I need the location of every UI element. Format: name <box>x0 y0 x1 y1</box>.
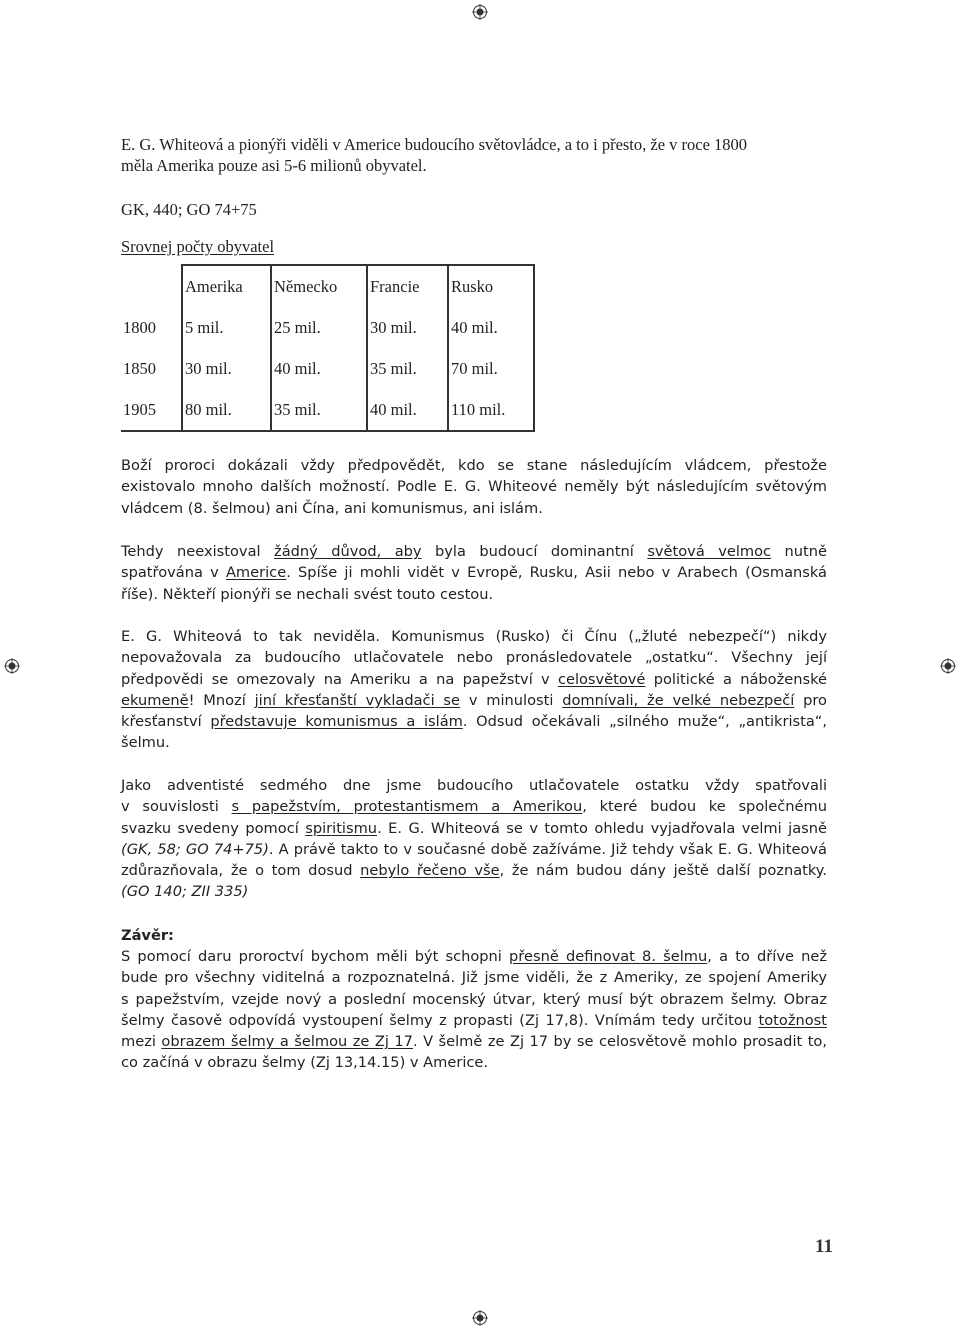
registration-mark-icon <box>472 4 488 20</box>
table-row <box>121 389 534 431</box>
table-header-cell: Rusko <box>448 265 534 307</box>
text-span: . E. G. Whiteová se v tomto ohledu vyjadřovala velmi jasně <box>377 819 827 837</box>
underlined-text: domnívali, že velké nebezpečí <box>562 691 795 709</box>
text-span: křesťanství <box>121 713 211 731</box>
text-span: předpovědi se omezovaly na Ameriku a na papežství v <box>121 670 558 688</box>
reference-gk: GK, 440; GO 74+75 <box>121 200 257 219</box>
text-span: politické a náboženské <box>645 670 827 688</box>
table-cell: 35 mil. <box>271 389 367 431</box>
table-cell: 40 mil. <box>448 307 534 348</box>
paragraph-line: Jako adventisté sedmého dne jsme budoucího utlačovatele ostatku vždy spatřovali <box>121 777 827 794</box>
underlined-text: přesně definovat 8. šelmu <box>509 948 708 965</box>
paragraph-no-reason <box>121 541 827 605</box>
paragraph-line <box>121 818 827 839</box>
underlined-text: žádný důvod, aby <box>274 543 422 560</box>
conclusion-heading: Závěr: <box>121 927 174 944</box>
table-cell: 70 mil. <box>448 348 534 389</box>
text-span: . Spíše ji mohli vidět v Evropě, Rusku, Asii nebo v Arabech (Osmanská <box>286 564 828 582</box>
text-span: nutně <box>771 543 827 560</box>
paragraph-line <box>121 562 827 583</box>
table-cell: 40 mil. <box>271 348 367 389</box>
paragraph-line: šelmu. <box>121 734 170 752</box>
registration-mark-icon <box>472 1310 488 1326</box>
text-span: mezi <box>121 1033 162 1051</box>
table-cell: 1800 <box>123 317 156 337</box>
text-span: , a to dříve než <box>707 948 828 965</box>
text-span: zdůrazňovala, že o tom dosud <box>121 862 361 880</box>
paragraph-line <box>121 711 827 732</box>
underlined-text: s papežstvím, protestantismem a Amerikou <box>231 798 583 816</box>
registration-mark-icon <box>4 658 20 674</box>
table-cell: 25 mil. <box>271 307 367 348</box>
underlined-text: ekumeně <box>121 691 189 709</box>
table-cell: 30 mil. <box>182 348 271 389</box>
population-table <box>121 264 535 432</box>
paragraph-line: E. G. Whiteová to tak neviděla. Komunismus (Rusko) či Čínu („žluté nebezpečí“) nikdy <box>121 628 827 645</box>
table-cell: 110 mil. <box>448 389 534 431</box>
paragraph-line: existovalo mnoho dalších možností. Podle E. G. Whiteové neměly být následujícím světovým <box>121 478 827 496</box>
underlined-text: nebylo řečeno vše <box>360 862 500 880</box>
paragraph-prophets <box>121 455 827 519</box>
text-span: . A právě takto to v současné době zažíváme. Již tehdy však E. G. Whiteová <box>268 840 827 858</box>
table-header-cell <box>121 265 182 307</box>
paragraph-line: Boží proroci dokázali vždy předpovědět, kdo se stane následujícím vládcem, přestože <box>121 457 827 474</box>
table-header-cell: Německo <box>271 265 367 307</box>
table-cell: 80 mil. <box>182 389 271 431</box>
paragraph-line <box>121 839 827 860</box>
text-span: Tehdy neexistoval <box>121 543 275 560</box>
text-span: . V šelmě ze Zj 17 by se celosvětově mohlo prosadit to, <box>412 1033 827 1051</box>
text-span: byla budoucí dominantní <box>421 543 648 560</box>
underlined-text: totožnost <box>758 1011 827 1029</box>
table-cell: 35 mil. <box>367 348 448 389</box>
table-row <box>121 307 534 348</box>
paragraph-line: co začíná v obrazu šelmy (Zj 13,14.15) v Americe. <box>121 1054 489 1072</box>
paragraph-line <box>121 669 827 690</box>
conclusion-paragraph <box>121 946 827 1074</box>
text-span: v souvislosti <box>121 798 232 816</box>
text-span: v minulosti <box>460 691 563 709</box>
table-cell: 30 mil. <box>367 307 448 348</box>
underlined-text: obrazem šelmy a šelmou ze Zj 17 <box>161 1033 413 1051</box>
table-header-row <box>121 265 534 307</box>
paragraph-communism <box>121 626 827 754</box>
citation-text: (GK, 58; GO 74+75) <box>121 840 269 858</box>
table-cell: 1850 <box>123 358 156 378</box>
text-span: spatřována v <box>121 564 226 582</box>
text-span: . Odsud očekávali „silného muže“, „antikrista“, <box>462 713 827 731</box>
text-span: svazku svedeny pomocí <box>121 819 306 837</box>
table-header-cell: Amerika <box>182 265 271 307</box>
table-row <box>121 348 534 389</box>
paragraph-line: nepovažovala za budoucího utlačovatele nebo pronásledovatele „ostatku“. Všechny její <box>121 649 827 667</box>
paragraph-line <box>121 860 827 881</box>
underlined-text: spiritismu <box>305 819 378 837</box>
intro-line: měla Amerika pouze asi 5-6 milionů obyvatel. <box>121 156 427 175</box>
paragraph-line <box>121 946 827 967</box>
page-number: 11 <box>815 1236 833 1257</box>
table-header-cell: Francie <box>367 265 448 307</box>
paragraph-line <box>121 1010 827 1031</box>
underlined-text: jiní křesťanští vykladači se <box>254 691 461 709</box>
intro-line: E. G. Whiteová a pionýři viděli v Americe budoucího světovládce, a to i přesto, že v roce 1800 <box>121 135 748 154</box>
text-span: S pomocí daru proroctví bychom měli být schopni <box>121 948 510 965</box>
paragraph-line <box>121 690 827 711</box>
paragraph-line: říše). Někteří pionýři se nechali svést touto cestou. <box>121 585 494 603</box>
text-span: šelmy časově odpovídá vystoupení šelmy z propasti (Zj 17,8). Vnímám tedy určitou <box>121 1011 759 1029</box>
text-span: ! Mnozí <box>188 691 255 709</box>
table-cell: 40 mil. <box>367 389 448 431</box>
registration-mark-icon <box>940 658 956 674</box>
underlined-text: světová velmoc <box>647 543 772 560</box>
underlined-text: Americe <box>225 564 287 582</box>
paragraph-line: s papežstvím, vzejde nový a poslední mocenský útvar, který musí být obrazem šelmy. Obraz <box>121 990 827 1008</box>
paragraph-line <box>121 796 827 817</box>
table-cell: 1905 <box>121 389 182 431</box>
intro-paragraph <box>121 134 827 176</box>
paragraph-line <box>121 1031 827 1052</box>
paragraph-line <box>121 541 827 562</box>
paragraph-line: vládcem (8. šelmou) ani Čína, ani komunismus, ani islám. <box>121 499 543 517</box>
text-span: pro <box>794 691 827 709</box>
paragraph-adventists <box>121 775 827 903</box>
underlined-text: představuje komunismus a islám <box>210 713 463 731</box>
text-span: , že nám budou dány ještě další poznatky. <box>499 862 828 880</box>
table-cell: 5 mil. <box>182 307 271 348</box>
paragraph-line: bude pro všechny viditelná a rozpoznatelná. Již jsme viděli, že z Ameriky, ze spojení Ameriky <box>121 969 827 987</box>
citation-text: (GO 140; ZII 335) <box>121 883 249 901</box>
text-span: , které budou ke společnému <box>582 798 827 816</box>
underlined-text: celosvětové <box>557 670 646 688</box>
table-title: Srovnej počty obyvatel <box>121 237 275 256</box>
